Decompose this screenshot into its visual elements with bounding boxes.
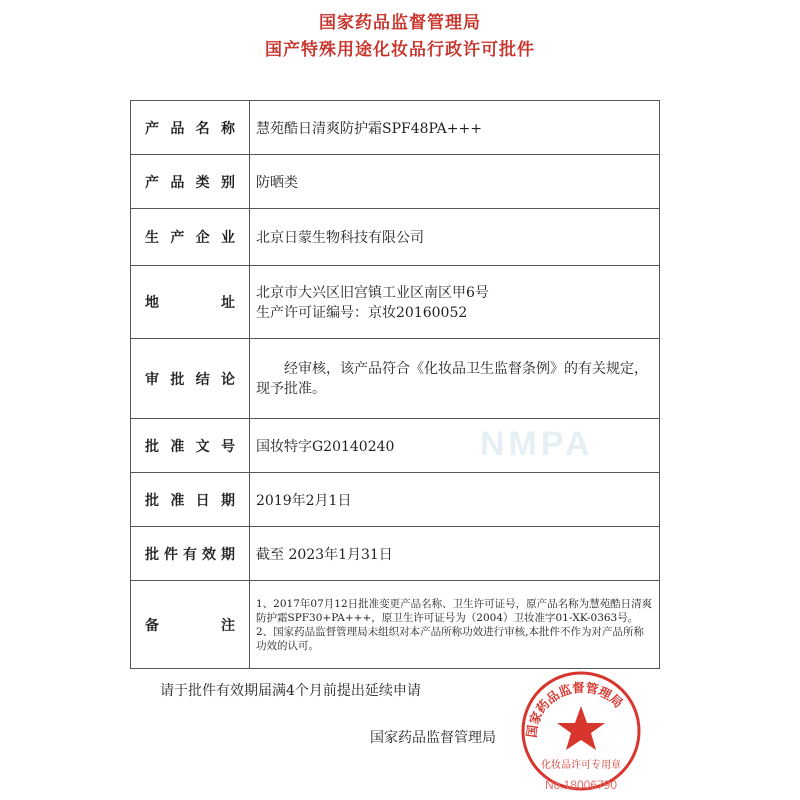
table-row	[131, 339, 660, 419]
row-label: 批准日期	[131, 473, 250, 527]
table-row	[131, 209, 660, 266]
manufacturer: 北京日蒙生物科技有限公司	[250, 209, 660, 266]
watermark: NMPA	[480, 425, 594, 463]
footer-note: 请于批件有效期届满4个月前提出延续申请	[160, 683, 421, 699]
row-label: 备注	[131, 581, 250, 669]
row-label: 批准文号	[131, 419, 250, 473]
table-row	[131, 581, 660, 669]
table-row	[131, 266, 660, 339]
license-number: 生产许可证编号：京妆20160052	[256, 305, 468, 321]
row-label: 产品名称	[131, 101, 250, 155]
approval-table	[130, 100, 660, 669]
table-row	[131, 101, 660, 155]
approval-date: 2019年2月1日	[250, 473, 660, 527]
issuer-title: 国家药品监督管理局	[319, 13, 481, 33]
seal-number: No.18006790	[544, 778, 618, 792]
address: 北京市大兴区旧宫镇工业区南区甲6号	[256, 285, 489, 301]
row-label: 产品类别	[131, 155, 250, 209]
document-title: 国产特殊用途化妆品行政许可批件	[265, 40, 535, 60]
product-name: 慧苑酷日清爽防护霜SPF48PA+++	[250, 101, 660, 155]
validity-period: 截至 2023年1月31日	[250, 527, 660, 581]
table-row	[131, 155, 660, 209]
row-label: 批件有效期	[131, 527, 250, 581]
remark-2: 2、国家药品监督管理局未组织对本产品所称功效进行审核,本批件不作为对产品所称功效的认可。	[256, 625, 645, 652]
seal-bottom-text: 化妆品许可专用章	[541, 760, 621, 771]
product-category: 防晒类	[250, 155, 660, 209]
table-row	[131, 473, 660, 527]
approval-number: 国妆特字G20140240	[250, 419, 660, 473]
row-label: 审批结论	[131, 339, 250, 419]
approval-conclusion: 经审核，该产品符合《化妆品卫生监督条例》的有关规定，现予批准。	[250, 339, 660, 419]
signature: 国家药品监督管理局	[370, 730, 496, 746]
remark-1: 1、2017年07月12日批准变更产品名称、卫生许可证号，原产品名称为慧苑酷日清爽防护霜SPF30+PA+++，原卫生许可证号为（2004）卫妆准字01-XK-0363号。	[256, 597, 653, 624]
seal-top-text: 国家药品监督管理局	[523, 679, 626, 739]
row-label: 地址	[131, 266, 250, 339]
table-row	[131, 527, 660, 581]
star-icon	[557, 706, 605, 750]
official-seal	[516, 668, 646, 798]
row-label: 生产企业	[131, 209, 250, 266]
